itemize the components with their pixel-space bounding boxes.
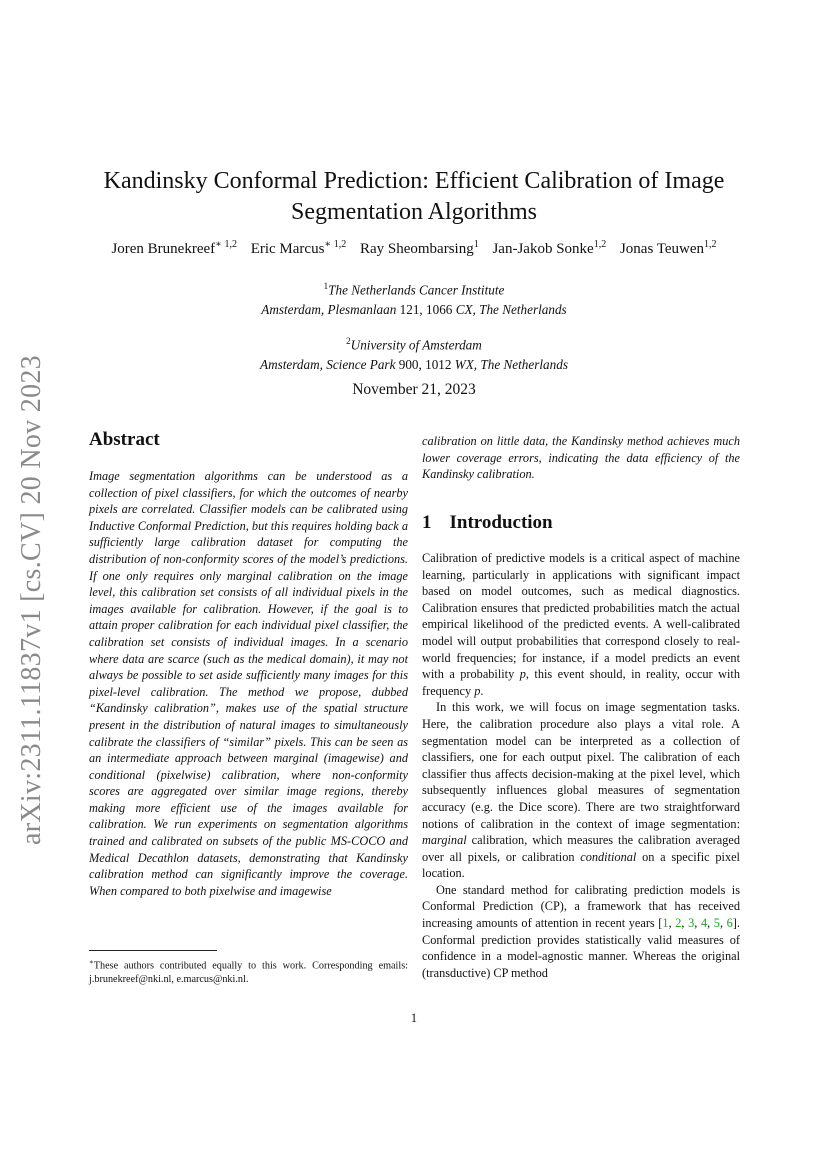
paragraph: One standard method for calibrating prediction models is Conformal Prediction (CP), a framework that has received increasing amounts of attention in recent years [1, 2, 3, 4, 5, 6]. Conformal prediction provides statistically valid measures of confidence in a model-agnostic manner. Whereas the original (transductive) CP method [422,882,740,980]
author-affiliation-mark: ∗ 1,2 [324,239,347,250]
abstract-continuation: calibration on little data, the Kandinsky method achieves much lower coverage errors, indicating the data efficiency of the Kandinsky calibration. [422,434,740,482]
author-name: Ray Sheombarsing [359,241,474,257]
author [251,241,347,257]
affiliation-1 [150,276,678,320]
arxiv-identifier-stamp: arXiv:2311.11837v1 [cs.CV] 20 Nov 2023 [16,355,47,845]
citation-link[interactable]: 1 [662,916,669,931]
citation-link[interactable]: 3 [688,916,695,931]
address-part: Amsterdam, Science Park [260,357,399,373]
author-affiliation-mark: 1,2 [593,239,607,250]
section-title: Introduction [449,512,553,533]
math-variable: p [474,683,481,698]
affiliation-name: The Netherlands Cancer Institute [328,282,505,298]
address-part: CX, The Netherlands [452,302,567,318]
publication-date: November 21, 2023 [352,381,476,398]
page-number: 1 [410,1011,418,1025]
citation-link[interactable]: 2 [675,916,682,931]
affiliation-mark: 2 [346,336,351,346]
affiliation-name: University of Amsterdam [350,337,482,353]
author-name: Jan-Jakob Sonke [492,241,594,257]
citation-link[interactable]: 6 [726,916,733,931]
text-run: In this work, we will focus on image segmentation tasks. Here, the calibration procedure also plays a vital role. A segmentation model can be interpreted as a collection of classifiers, one for each output pixel. The calibration of each classifier thus affects decision-making at the pixel level, which subsequently influences global measures of segmentation accuracy (e.g. the Dice score). There are two straightforward notions of calibration in the context of image segmentation: [422,700,740,831]
author [111,241,237,257]
address-part: Amsterdam, Plesmanlaan [261,302,400,318]
footnote [89,955,408,987]
text-run: , this event should, in reality, occur with frequency [422,667,740,698]
introduction-body [422,550,740,981]
emphasis: conditional [580,849,637,864]
math-variable: p [519,667,526,682]
section-number: 1 [422,512,432,533]
author-name: Jonas Teuwen [619,241,705,257]
author-affiliation-mark: ∗ 1,2 [215,239,237,250]
author [360,241,479,257]
paragraph [422,550,740,699]
author-list [60,239,768,258]
text-run: calibration, which measures the calibration averaged over all pixels, or calibration [422,833,740,864]
affiliation-address [150,300,678,320]
footnote-divider [89,950,217,951]
author-name: Joren Brunekreef [111,241,216,257]
author-name: Eric Marcus [250,241,325,257]
affiliation-address [150,355,678,375]
text-run: . [480,683,484,698]
paragraph [422,699,740,882]
affiliation-2 [150,331,678,375]
citation-link[interactable]: 5 [713,916,720,931]
author-affiliation-mark: 1 [473,239,479,250]
text-run: on a specific pixel location. [422,849,740,881]
text-run: ]. Conformal prediction provides statistically valid measures of confidence in a model-agnostic manner. Whereas the original (transductive) CP method [422,916,740,980]
author [620,241,717,257]
emphasis: marginal [422,833,467,848]
abstract-body: Image segmentation algorithms can be understood as a collection of pixel classifiers, for which the outcomes of nearby pixels are correlated. Classifier models can be calibrated using Inductive Conformal Prediction, but this requires holding back a sufficiently large calibration dataset for computing the distribution of non-conformity scores of the model’s predictions. If one only requires only marginal calibration on the image level, this calibration set consists of all individual pixels in the images available for calibration. However, if the goal is to attain proper calibration for each individual pixel classifier, the calibration set consists of individual images. In a scenario where data are scarce (such as the medical domain), it may not always be possible to set aside sufficiently many images for this pixel-level calibration. The method we propose, dubbed “Kandinsky calibration”, makes use of the spatial structure present in the distribution of natural images to simultaneously calibrate the classifiers of “similar” pixels. This can be seen as an intermediate approach between marginal (imagewise) and conditional (pixelwise) calibration, where non-conformity scores are aggregated over similar image regions, thereby making more efficient use of the images available for calibration. We run experiments on segmentation algorithms trained and calibrated on subsets of the public MS-COCO and Medical Decathlon datasets, demonstrating that Kandinsky calibration method can significantly improve the coverage. When compared to both pixelwise and imagewise [89,469,408,898]
address-numbers: 121, 1066 [399,302,453,318]
author-affiliation-mark: 1,2 [704,239,717,250]
citation-link[interactable]: 4 [700,916,708,931]
section-heading-introduction [422,512,553,534]
footnote-text: These authors contributed equally to this work. Corresponding emails: j.brunekreef@nki.nl, e.marcus@nki.nl. [89,960,408,986]
address-numbers: 900, 1012 [398,357,452,373]
text-run: One standard method for calibrating prediction models is Conformal Prediction (CP), a framework that has received increasing amounts of attention in recent years [ [422,882,740,931]
address-part: WX, The Netherlands [451,357,568,373]
author [492,241,606,257]
affiliation-mark: 1 [323,281,329,291]
abstract-heading: Abstract [89,429,160,450]
paper-title: Kandinsky Conformal Prediction: Efficient Calibration of Image Segmentation Algorithms [103,168,725,225]
text-run: Calibration of predictive models is a critical aspect of machine learning, particularly in applications with significant impact based on model outcomes, such as medical diagnostics. Calibration ensures that predicted probabilities match the actual empirical likelihood of the predicted events. A well-calibrated model will output probabilities that correspond closely to real-world frequencies; for instance, if a model predicts an event with a probability [422,551,740,682]
footnote-mark: ∗ [89,958,94,966]
